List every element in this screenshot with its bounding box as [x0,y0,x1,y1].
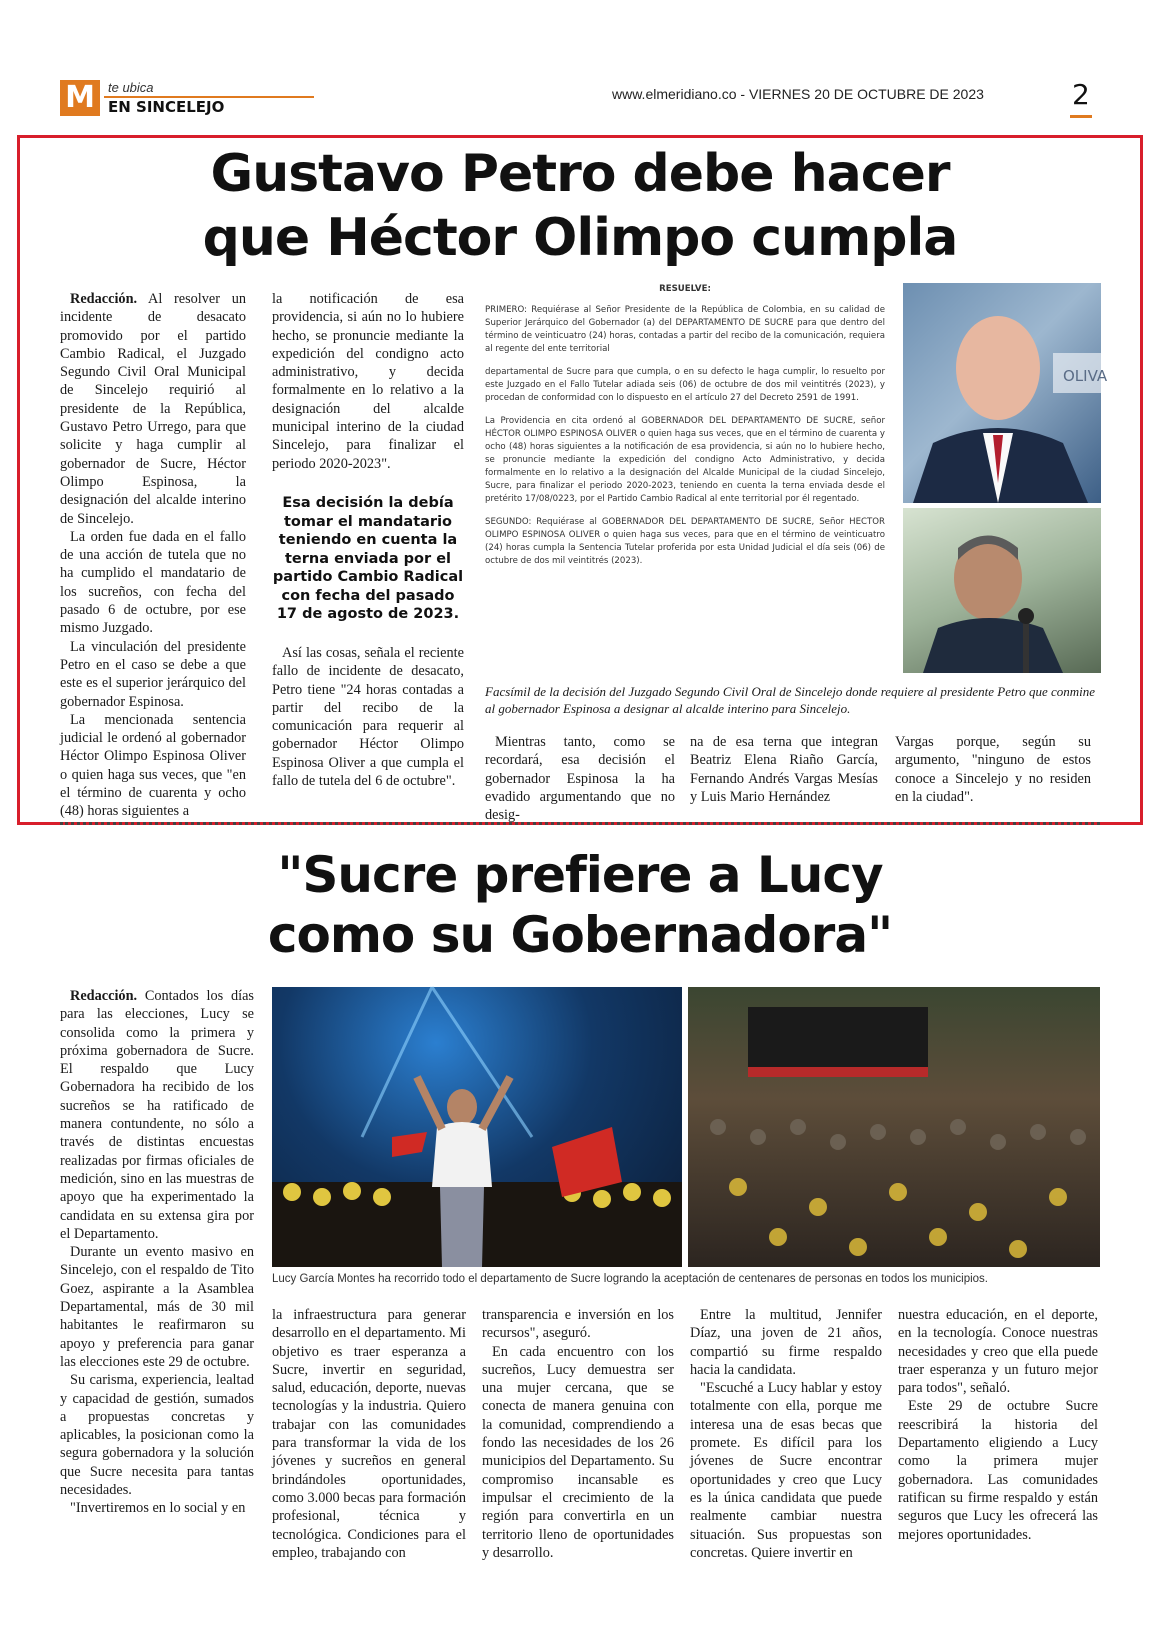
pull-quote: Esa decisión la debía tomar el mandatario teniendo en cuenta la terna enviada por el partido Cambio Radical con fecha del pasado 17 de agosto de 2023. [272,495,464,622]
article1-column2 [272,290,464,473]
article2-column2 [272,1306,466,1562]
section-divider [60,822,1100,825]
article1-headline-line1: Gustavo Petro debe hacer [210,144,950,204]
paragraph: nuestra educación, en el deporte, en la tecnología. Conoce nuestras necesidades y creo que ella puede traer esperanza y un futuro mejor para todos", señaló. [898,1307,1098,1397]
paragraph: En cada encuentro con los sucreños, Lucy demuestra ser una mujer cercana, que se conecta de manera genuina con la comunidad, comprendiendo a fondo las necesidades de los 26 municipios del Departamento. Su compromiso incansable es impulsar el crecimiento de la región para convertirla en un territorio lleno de oportunidades y desarrollo. [482,1343,674,1561]
doc-paragraph: PRIMERO: Requiérase al Señor Presidente de la República de Colombia, en su calidad de Superior Jerárquico del Gobernador (a) del DEPARTAMENTO DE SUCRE para que dentro del término de veinticuatro (24) horas, contadas a partir del recibo de la comunicación, requiera al regente del ente territorial [485,305,885,354]
article2-column1 [60,987,254,1518]
paragraph: "Escuché a Lucy hablar y estoy totalmente con ella, porque me interesa una de esas becas que promete. Es difícil para los jóvenes de Sucre encontrar oportunidades y creo que Lucy es la única candidata que puede realmente cambiar nuestra situación. Sus propuestas son concretas. Quiere invertir en [690,1380,882,1561]
rally-illustration [272,987,682,1267]
paragraph: Su carisma, experiencia, lealtad y capacidad de gestión, sumados a propuestas concretas y aplicables, la posicionan como la segura gobernadora y la solución que Sucre necesita para tantas necesidades. [60,1372,254,1499]
paragraph: la infraestructura para generar desarrollo en el departamento. Mi objetivo es traer esperanza a Sucre, invertir en seguridad, salud, educación, deporte, nuevas tecnologías y la industria. Quiero trabajar con las comunidades para transformar la vida de los jóvenes y sucreños en general brindándoles oportunidades, como 3.000 becas para formación profesional, técnica y tecnológica. Condiciones para el empleo, trabajando con [272,1307,466,1561]
section-name: EN SINCELEJO [108,98,225,116]
article1-bottom-column2 [690,733,878,806]
photo-rally-crowd [688,987,1100,1267]
paragraph: "Invertiremos en lo social y en [70,1500,246,1517]
article2-headline [30,845,1130,965]
paragraph: La vinculación del presidente Petro en el caso se debe a que este es el superior jerárquico del gobernador Espinosa. [60,638,246,710]
article2-headline-line2: como su Gobernadora" [267,906,893,964]
doc-paragraph: La Providencia en cita ordenó al GOBERNADOR DEL DEPARTAMENTO DE SUCRE, señor HÉCTOR OLIMPO ESPINOSA OLIVER o quien haga sus veces, que en el término de cuarenta y ocho (48) horas siguientes a la notificación de esa providencia, si aún no lo hubiere hecho, se pronuncie mediante la expedición del condigno Acto Administrativo, y decida formalmente en lo relativo a la designación del Alcalde Municipal de la ciudad Sincelejo, Sucre, para finalizar el periodo 2020-2023, teniendo en cuenta la terna enviada desde el pretérito 17/08/0223, por el Partido Cambio Radical al ente territorial por él regentado. [485,416,885,504]
site-and-date: www.elmeridiano.co - VIERNES 20 DE OCTUBRE DE 2023 [612,86,984,102]
doc-paragraph: departamental de Sucre para que cumpla, o en su defecto le haga cumplir, lo resuelto por este Juzgado en el Fallo Tutelar adiada seis (06) de octubre de dos mil veintitrés (2023), y procedan de conformidad con lo dispuesto en el artículo 27 del Decreto 2591 de 1991. [485,367,885,403]
article1-column1 [60,290,246,821]
paragraph: La mencionada sentencia judicial le ordenó al gobernador Héctor Olimpo Espinosa Oliver o quien haga sus veces, que "en el término de cuarenta y ocho (48) horas siguientes a [60,711,246,820]
crowd-illustration [688,987,1100,1267]
newspaper-logo: M [60,80,100,116]
paragraph: Contados los días para las elecciones, Lucy se consolida como la primera y próxima gobernadora de Sucre. El respaldo que Lucy Gobernadora ha recibido de los sucreños se ha ratificado de manera contundente, no sólo a través de distintas encuestas realizadas por firmas oficiales de medición, sino en las muestras de apoyo que ha experimentado la candidata en su extensa gira por el Departamento. [60,988,254,1242]
article2-column4 [690,1306,882,1562]
article1-headline-line2: que Héctor Olimpo cumpla [202,208,958,268]
article1-bottom-column3 [895,733,1091,806]
paragraph: Al resolver un incidente de desacato promovido por el partido Cambio Radical, el Juzgado Segundo Civil Oral Municipal de Sincelejo requirió al presidente de la República, Gustavo Petro Urrego, para que solicite y haga cumplir al gobernador de Sucre, Héctor Olimpo Espinosa, la designación del alcalde interino de Sincelejo. [60,291,246,527]
article2-column5 [898,1306,1098,1544]
court-document-facsimile [485,283,885,668]
page-number-rule [1070,115,1092,118]
paragraph: transparencia e inversión en los recursos", aseguró. [482,1307,674,1342]
portrait-illustration [903,283,1108,503]
paragraph: na de esa terna que integran Beatriz Elena Riaño García, Fernando Andrés Vargas Mesías y Luis Mario Hernández [690,734,878,805]
doc-resuelve: RESUELVE: [659,284,711,294]
article1-photo-caption: Facsímil de la decisión del Juzgado Segundo Civil Oral de Sincelejo donde requiere al presidente Petro que conmine al gobernador Espinosa a designar al alcalde interino para Sincelejo. [485,684,1096,716]
portrait-illustration [903,508,1101,673]
byline: Redacción. [70,291,138,307]
photo-banner-text: OLIVA [1063,367,1108,385]
paragraph: Entre la multitud, Jennifer Díaz, una joven de 21 años, compartió su firme respaldo hacia la candidata. [690,1307,882,1378]
page-number: 2 [1072,78,1090,111]
paragraph: Vargas porque, según su argumento, "ninguno de estos conoce a Sincelejo y no residen en la ciudad". [895,734,1091,805]
article1-headline [30,142,1130,270]
paragraph: Durante un evento masivo en Sincelejo, con el respaldo de Tito Goez, aspirante a la Asamblea Departamental, más de 30 mil habitantes le reafirmaron su apoyo y preferencia para ganar las elecciones este 29 de octubre. [60,1244,254,1370]
paragraph: Mientras tanto, como se recordará, esa decisión el gobernador Espinosa la ha evadido argumentando que no desig- [485,734,675,824]
paragraph: Así las cosas, señala el reciente fallo de incidente de desacato, Petro tiene "24 horas contadas a partir del recibo de la comunicación para requerir al gobernador Héctor Olimpo Espinosa Oliver a que cumpla el fallo de tutela del 6 de octubre". [272,645,464,790]
photo-rally-candidate [272,987,682,1267]
tagline: te ubica [108,80,154,95]
paragraph: La orden fue dada en el fallo de una acción de tutela que no ha cumplido el mandatario de los sucreños, con fecha del pasado 6 de octubre, por ese mismo Juzgado. [60,528,246,637]
article1-bottom-column1 [485,733,675,824]
doc-paragraph: SEGUNDO: Requiérase al GOBERNADOR DEL DEPARTAMENTO DE SUCRE, Señor HECTOR OLIMPO ESPINOSA OLIVER o quien haga sus veces, para que en el término de veinticuatro (24) horas cumpla la Sentencia Tutelar proferida por esta Unidad Judicial el día seis (06) de octubre de dos mil veintitrés (2023). [485,517,885,566]
byline: Redacción. [70,988,138,1004]
paragraph: Este 29 de octubre Sucre reescribirá la historia del Departamento eligiendo a Lucy como la primera mujer gobernadora. Las comunidades ratifican su firme respaldo y están seguros que Lucy les ofrecerá las mejores oportunidades. [898,1398,1098,1543]
photo-gustavo-petro [903,508,1101,673]
article2-column3 [482,1306,674,1562]
article2-photo-caption: Lucy García Montes ha recorrido todo el departamento de Sucre logrando la aceptación de centenares de personas en todos los municipios. [272,1273,988,1285]
photo-hector-olimpo [903,283,1108,503]
article1-column2-continued [272,644,464,790]
article2-headline-line1: "Sucre prefiere a Lucy [277,846,883,904]
paragraph: la notificación de esa providencia, si aún no lo hubiere hecho, se pronuncie mediante la expedición del condigno acto administrativo, y decida formalmente en lo relativo a la designación del alcalde municipal interino de la ciudad Sincelejo, para finalizar el periodo 2020-2023". [272,291,464,472]
